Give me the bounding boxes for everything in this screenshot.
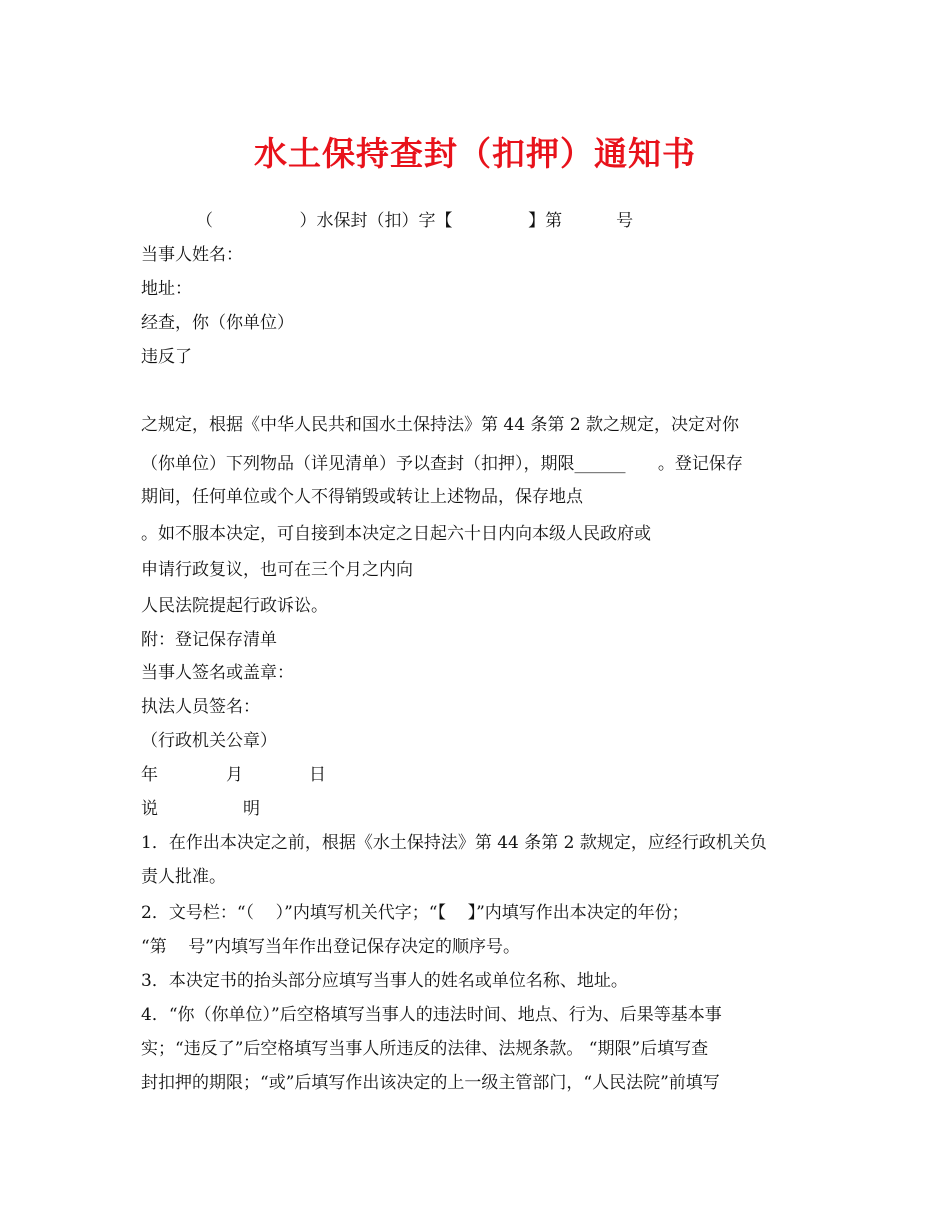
attachment-label: 附：登记保存清单 <box>141 630 277 650</box>
document-title: 水土保持查封（扣押）通知书 <box>254 134 696 173</box>
date-month-label: 月 <box>226 765 243 785</box>
notes-line: “第 号”内填写当年作出登记保存决定的顺序号。 <box>141 937 520 957</box>
notes-heading-char: 明 <box>243 799 260 819</box>
date-year-label: 年 <box>141 765 158 785</box>
seal-label: （行政机关公章） <box>141 731 277 751</box>
date-day-label: 日 <box>309 765 326 785</box>
address-label: 地址： <box>141 279 192 299</box>
officer-signature-label: 执法人员签名： <box>141 697 260 717</box>
notes-line: 3．本决定书的抬头部分应填写当事人的姓名或单位名称、地址。 <box>141 971 628 991</box>
found-text: 经查，你（你单位） <box>141 313 294 333</box>
body-line: 期间，任何单位或个人不得销毁或转让上述物品，保存地点 <box>141 487 583 507</box>
notes-line: 2．文号栏：“（ ）”内填写机关代字；“【 】”内填写作出本决定的年份； <box>141 903 689 923</box>
notes-line: 责人批准。 <box>141 867 226 887</box>
notes-line: 封扣押的期限；“或”后填写作出该决定的上一级主管部门，“人民法院”前填写 <box>141 1073 720 1093</box>
body-line: 之规定，根据《中华人民共和国水土保持法》第 44 条第 2 款之规定，决定对你 <box>141 415 740 435</box>
body-line: 人民法院提起行政诉讼。 <box>141 596 328 616</box>
notes-line: 4．“你（你单位）”后空格填写当事人的违法时间、地点、行为、后果等基本事 <box>141 1005 722 1025</box>
notes-line: 实；“违反了”后空格填写当事人所违反的法律、法规条款。 “期限”后填写查 <box>141 1039 709 1059</box>
notes-line: 1．在作出本决定之前，根据《水土保持法》第 44 条第 2 款规定，应经行政机关负 <box>141 833 767 853</box>
body-line: （你单位）下列物品（详见清单）予以查封（扣押），期限______ 。登记保存 <box>141 454 743 474</box>
notes-heading-char: 说 <box>141 799 158 819</box>
party-name-label: 当事人姓名： <box>141 245 243 265</box>
body-line: 申请行政复议，也可在三个月之内向 <box>141 560 413 580</box>
violated-text: 违反了 <box>141 347 192 367</box>
party-signature-label: 当事人签名或盖章： <box>141 663 294 683</box>
body-line: 。如不服本决定，可自接到本决定之日起六十日内向本级人民政府或 <box>141 524 651 544</box>
document-number-line: （ ）水保封（扣）字【 】第 号 <box>196 211 634 231</box>
